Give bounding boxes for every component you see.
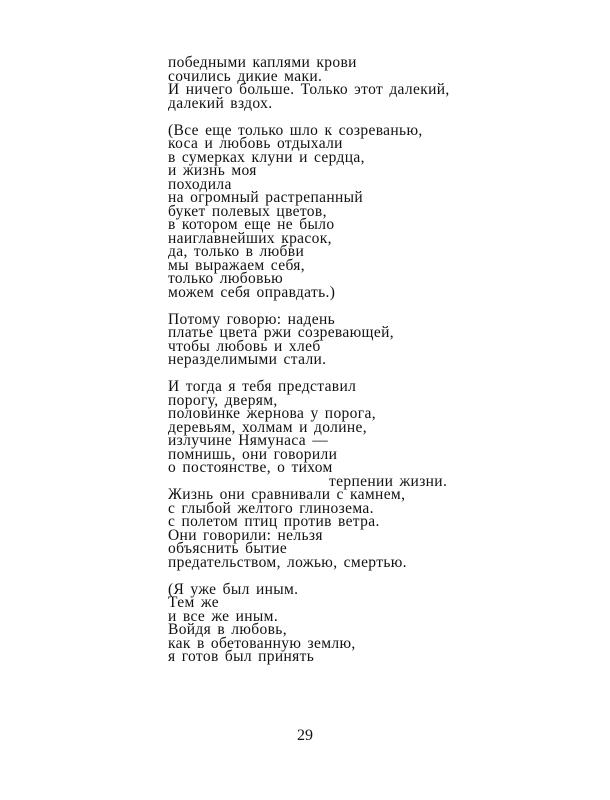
poem-line: букет полевых цветов,	[168, 202, 327, 220]
poem-line: объяснить бытие	[168, 540, 288, 557]
poem-line: половинке жернова у порога,	[168, 405, 376, 422]
poem-line: можем себя оправдать.)	[168, 283, 336, 301]
poem-line: неразделимыми стали.	[168, 351, 327, 368]
poem-line: Они говорили: нельзя	[168, 526, 323, 544]
poem-line: сочились дикие маки.	[168, 67, 323, 85]
poem-line: только любовью	[168, 270, 284, 287]
poem-line: я готов был принять	[168, 648, 315, 665]
poem-line: излучине Нямунаса —	[168, 432, 329, 449]
poem-line: И тогда я тебя представил	[168, 378, 357, 395]
poem-line: порогу, дверям,	[168, 391, 278, 409]
poem-line: терпении жизни.	[329, 472, 448, 490]
poem-line: в котором еще не было	[168, 216, 335, 233]
poem-line: в сумерках клуни и сердца,	[168, 148, 365, 166]
poem-line: Потому говорю: надень	[168, 310, 336, 328]
poem-line: наиглавнейших красок,	[168, 229, 332, 247]
poem-line: далекий вздох.	[168, 94, 273, 112]
poem-line: платье цвета ржи созревающей,	[168, 324, 394, 341]
poem-line: о постоянстве, о тихом	[168, 459, 333, 476]
stanza	[168, 310, 450, 368]
poem-line: деревьям, холмам и долине,	[168, 418, 367, 436]
poem-line: (Все еще только шло к созреванью,	[168, 121, 423, 139]
poem-text	[168, 56, 450, 677]
stanza	[168, 580, 450, 665]
poem-line: мы выражаем себя,	[168, 256, 306, 274]
stanza	[168, 56, 450, 110]
poem-line: помнишь, они говорили	[168, 445, 338, 463]
poem-line: (Я уже был иным.	[168, 580, 299, 598]
stanza	[168, 121, 450, 301]
poem-line: походила	[168, 175, 232, 193]
poem-line: и все же иным.	[168, 607, 279, 625]
poem-line: победными каплями крови	[168, 54, 357, 71]
stanza	[168, 380, 450, 569]
poem-line: И ничего больше. Только этот далекий,	[168, 81, 450, 98]
poem-line: с глыбой желтого глинозема.	[168, 499, 374, 517]
poem-line: коса и любовь отдыхали	[168, 135, 343, 152]
poem-line: предательством, ложью, смертью.	[168, 553, 407, 571]
poem-line: чтобы любовь и хлеб	[168, 337, 321, 355]
poem-line: Тем же	[168, 594, 219, 611]
poem-line: как в обетованную землю,	[168, 634, 356, 652]
poem-line: на огромный растрепанный	[168, 189, 364, 206]
poem-line: с полетом птиц против ветра.	[168, 513, 380, 530]
page-number: 29	[297, 727, 313, 744]
poem-line: Войдя в любовь,	[168, 621, 287, 638]
poem-line: Жизнь они сравнивали с камнем,	[168, 486, 406, 503]
poem-line: да, только в любви	[168, 243, 305, 260]
poem-line: и жизнь моя	[168, 162, 257, 179]
